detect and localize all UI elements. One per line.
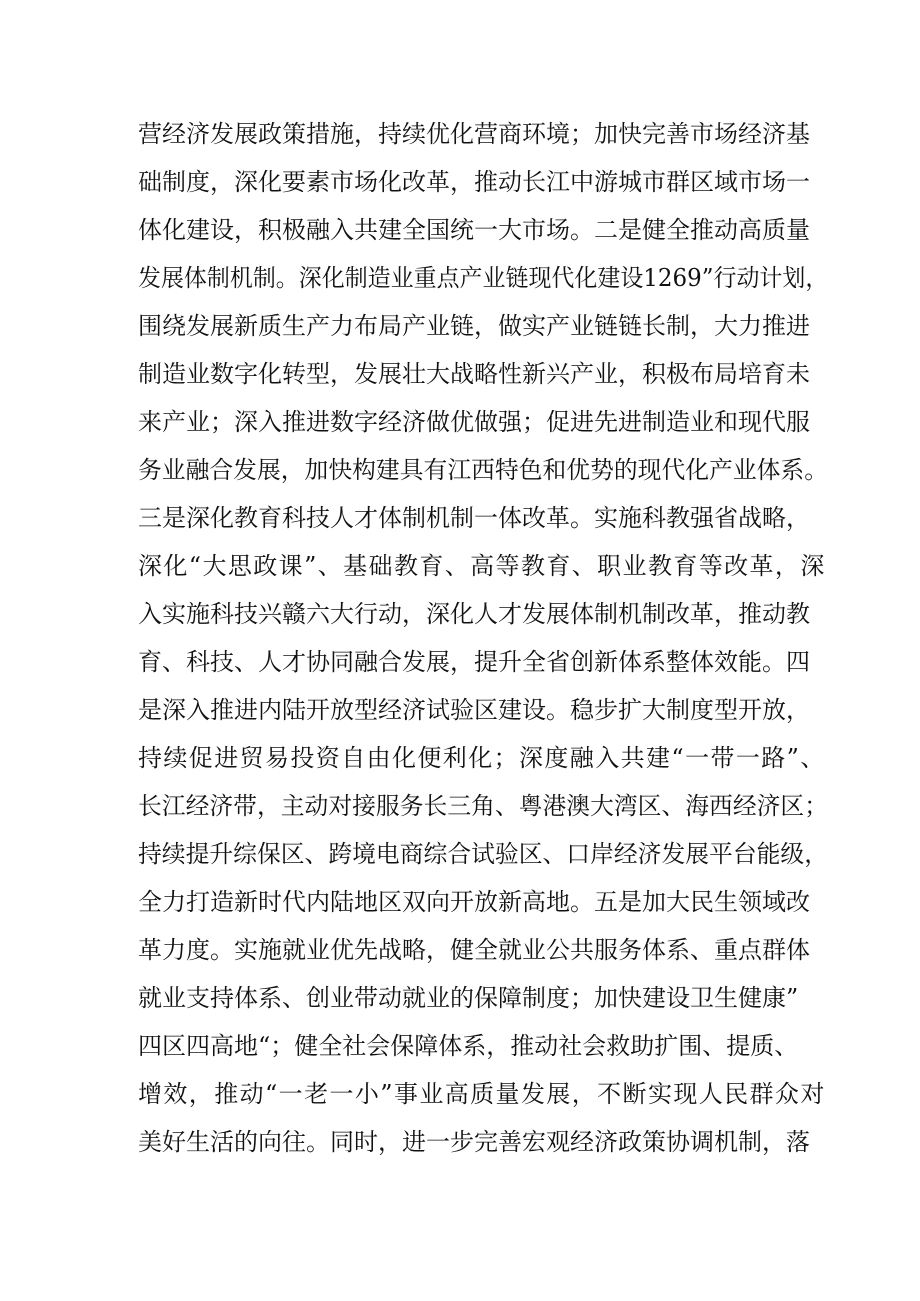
text-line-13: 是深入推进内陆开放型经济试验区建设。稳步扩大制度型开放，: [138, 696, 810, 724]
text-line-7: 来产业；深入推进数字经济做优做强；促进先进制造业和现代服: [138, 408, 810, 436]
text-line-21: 增效，推动“一老一小”事业高质量发展，不断实现人民群众对: [138, 1080, 826, 1108]
text-line-16: 持续提升综保区、跨境电商综合试验区、口岸经济发展平台能级，: [138, 840, 829, 868]
text-line-2: 础制度，深化要素市场化改革，推动长江中游城市群区域市场一: [138, 168, 810, 196]
text-line-5: 围绕发展新质生产力布局产业链，做实产业链链长制，大力推进: [138, 312, 810, 340]
text-line-12: 育、科技、人才协同融合发展，提升全省创新体系整体效能。四: [138, 648, 810, 676]
text-line-14: 持续促进贸易投资自由化便利化；深度融入共建“一带一路”、: [138, 744, 826, 772]
text-line-4: 发展体制机制。深化制造业重点产业链现代化建设1269”行动计划，: [138, 264, 829, 292]
text-line-11: 入实施科技兴赣六大行动，深化人才发展体制机制改革，推动教: [138, 600, 810, 628]
text-line-15: 长江经济带，主动对接服务长三角、粤港澳大湾区、海西经济区；: [138, 792, 829, 820]
text-line-8: 务业融合发展，加快构建具有江西特色和优势的现代化产业体系。: [138, 456, 829, 484]
text-line-20: 四区四高地“；健全社会保障体系，推动社会救助扩围、提质、: [138, 1032, 799, 1060]
text-line-9: 三是深化教育科技人才体制机制一体改革。实施科教强省战略，: [138, 504, 810, 532]
text-line-1: 营经济发展政策措施，持续优化营商环境；加快完善市场经济基: [138, 120, 810, 148]
document-body: [138, 110, 829, 1166]
text-line-18: 革力度。实施就业优先战略，健全就业公共服务体系、重点群体: [138, 936, 810, 964]
text-line-10: 深化“大思政课”、基础教育、高等教育、职业教育等改革，深: [138, 552, 826, 580]
text-line-3: 体化建设，积极融入共建全国统一大市场。二是健全推动高质量: [138, 216, 810, 244]
text-line-6: 制造业数字化转型，发展壮大战略性新兴产业，积极布局培育未: [138, 360, 810, 388]
text-line-22: 美好生活的向往。同时，进一步完善宏观经济政策协调机制，落: [138, 1128, 810, 1156]
text-line-17: 全力打造新时代内陆地区双向开放新高地。五是加大民生领域改: [138, 888, 810, 916]
text-line-19: 就业支持体系、创业带动就业的保障制度；加快建设卫生健康”: [138, 984, 799, 1012]
